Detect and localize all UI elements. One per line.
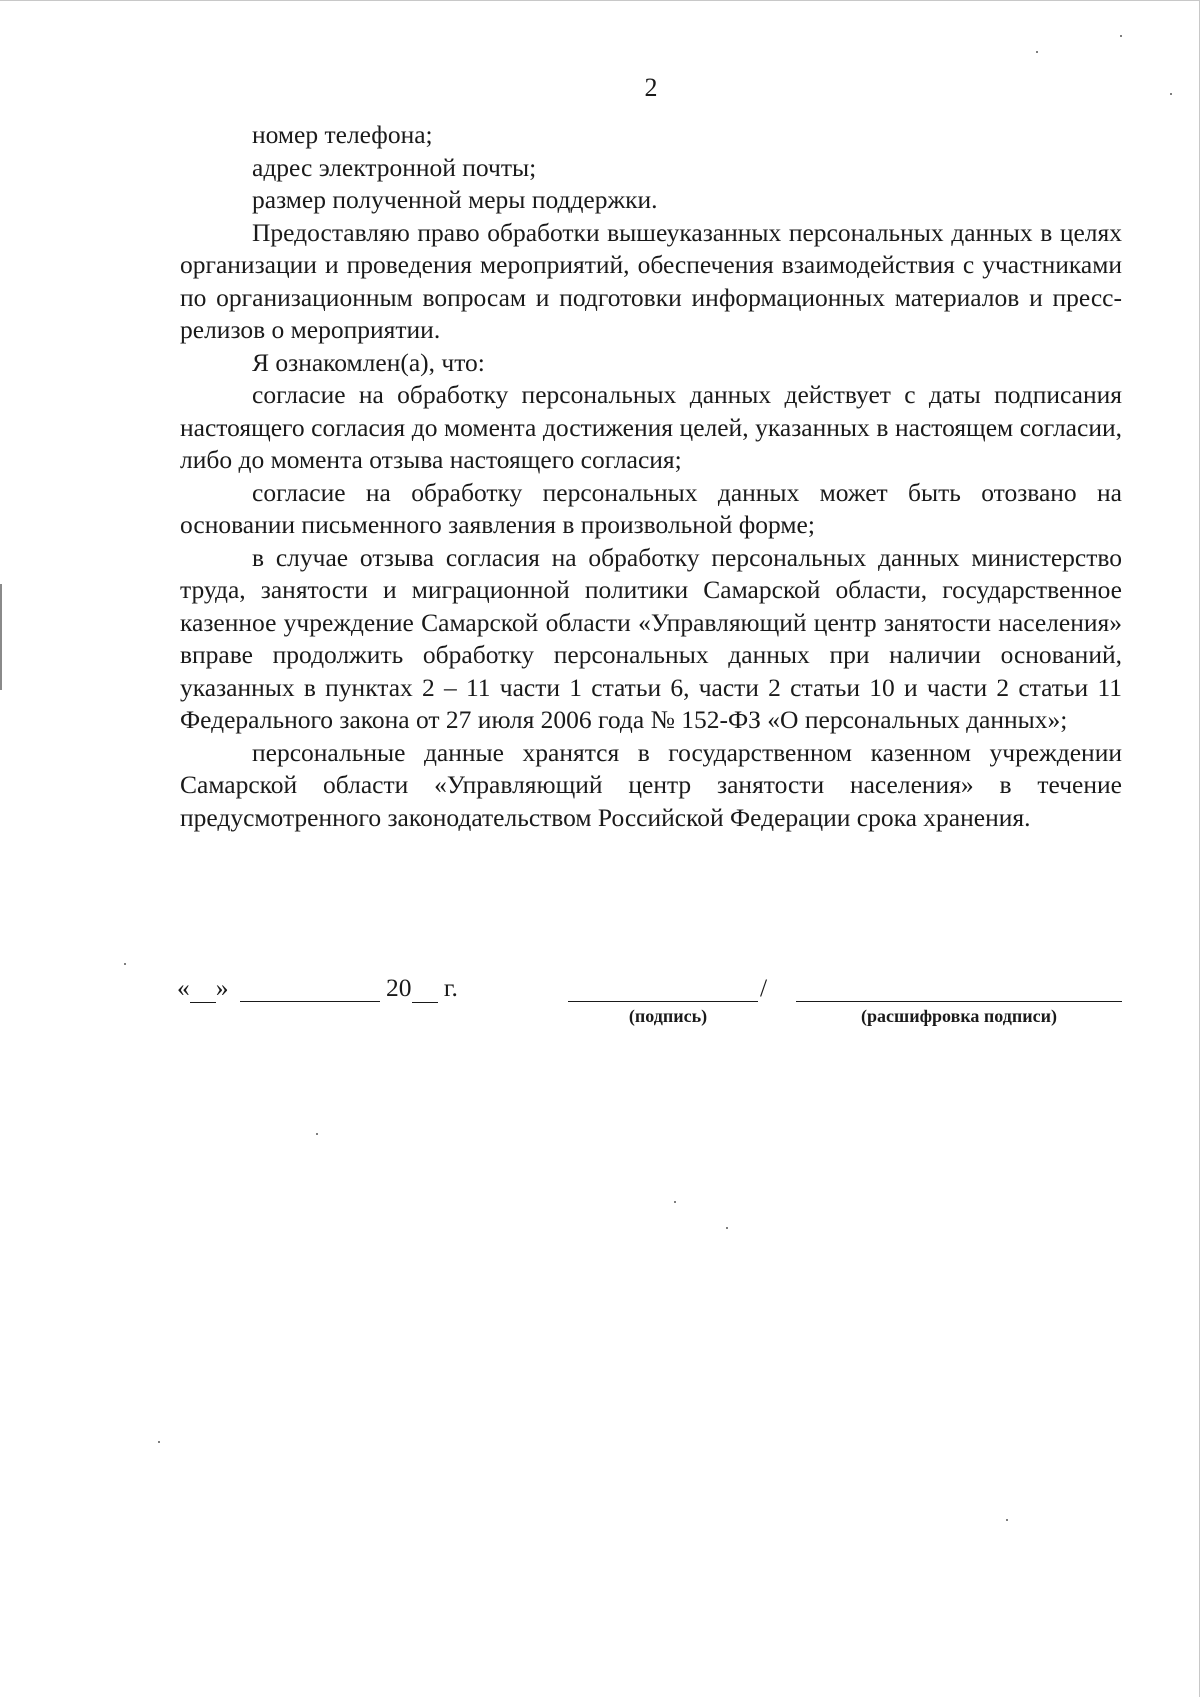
- document-body: [180, 119, 1122, 834]
- list-item-email: адрес электронной почты;: [252, 152, 537, 182]
- date-month-line[interactable]: [240, 973, 380, 1002]
- list-item-support-amount: размер полученной меры поддержки.: [252, 185, 658, 214]
- date-day-field[interactable]: « »: [177, 973, 229, 1002]
- signature-block: [0, 973, 1200, 1033]
- scan-speck: [674, 1201, 676, 1203]
- paragraph-acknowledged: Я ознакомлен(а), что:: [252, 347, 485, 377]
- scan-speck: [1036, 51, 1038, 53]
- signature-caption: (подпись): [628, 1006, 708, 1026]
- scan-speck: [1170, 93, 1172, 95]
- signature-line[interactable]: [568, 973, 758, 1002]
- scan-edge-mark: [0, 584, 2, 690]
- scan-speck: [1006, 1519, 1008, 1521]
- signature-slash: /: [760, 973, 768, 1002]
- scan-speck: [1120, 35, 1122, 37]
- scan-speck: [726, 1227, 728, 1229]
- page-number: 2: [644, 73, 658, 102]
- paragraph-validity: согласие на обработку персональных данных действует с даты подписания настоящего согласия до момента достижения целей, указанных в настоящем согласии, либо до момента отзыва настоящего согласия;: [180, 380, 1122, 474]
- scan-speck: [124, 963, 126, 965]
- paragraph-processing-right: Предоставляю право обработки вышеуказанных персональных данных в целях организации и проведения мероприятий, обеспечения взаимодействия с участниками по организационным вопросам и подготовки информационных материалов и пресс-релизов о мероприятии.: [180, 217, 1122, 344]
- paragraph-revocation-consequences: в случае отзыва согласия на обработку персональных данных министерство труда, занятости и миграционной политики Самарской области, государственное казенное учреждение Самарской области «Управляющий центр занятости населения» вправе продолжить обработку персональных данных при наличии оснований, указанных в пунктах 2 – 11 части 1 статьи 6, части 2 статьи 10 и части 2 статьи 11 Федерального закона от 27 июля 2006 года № 152-ФЗ «О персональных данных»;: [180, 542, 1122, 734]
- date-year-field[interactable]: 20 г.: [386, 973, 458, 1002]
- scan-speck: [316, 1133, 318, 1135]
- scan-speck: [158, 1441, 160, 1443]
- decoding-line[interactable]: [796, 973, 1122, 1002]
- paragraph-revocation: согласие на обработку персональных данных может быть отозвано на основании письменного заявления в произвольной форме;: [180, 477, 1122, 539]
- list-item-phone: номер телефона;: [252, 120, 433, 149]
- decoding-caption: (расшифровка подписи): [861, 1006, 1057, 1026]
- paragraph-storage: персональные данные хранятся в государственном казенном учреждении Самарской области «Управляющий центр занятости населения» в течение предусмотренного законодательством Российской Федерации срока хранения.: [180, 737, 1122, 832]
